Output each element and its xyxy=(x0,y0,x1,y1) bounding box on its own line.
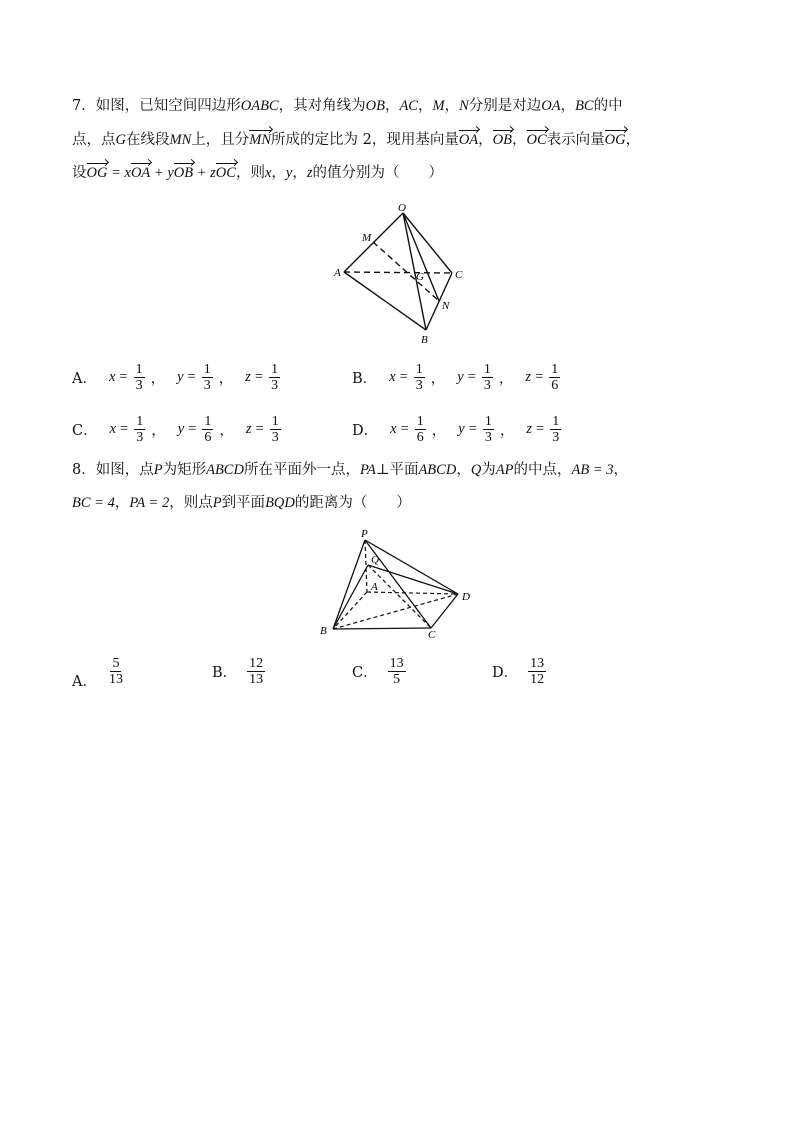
equals-sign: = xyxy=(188,421,197,437)
q7-line-2: 点，点G在线段MN上，且分MN所成的定比为 2，现用基向量OA，OB，OC表示向量OG， xyxy=(72,132,641,148)
fraction xyxy=(202,414,213,445)
fraction-numerator: 1 xyxy=(416,414,424,429)
fraction-denominator: 3 xyxy=(136,430,144,445)
fraction-numerator: 1 xyxy=(203,362,211,377)
fraction-numerator: 1 xyxy=(551,362,559,377)
fraction-numerator: 1 xyxy=(136,414,144,429)
comma: ， xyxy=(218,371,234,387)
q8-pyramid-figure xyxy=(315,522,485,642)
variable-y: y xyxy=(177,421,185,437)
q8-option-c[interactable] xyxy=(352,656,408,687)
comma: ， xyxy=(498,371,514,387)
q8-line-1: 8．如图，点P为矩形ABCD所在平面外一点，PA⊥平面ABCD，Q为AP的中点，AB = 3， xyxy=(72,462,629,478)
equals-sign: = xyxy=(468,421,477,437)
fraction xyxy=(415,414,426,445)
equals-sign: = xyxy=(187,369,196,385)
option-letter: D． xyxy=(492,665,519,681)
vector-mn: MN xyxy=(249,132,271,148)
equals-sign: = xyxy=(254,369,264,385)
fraction xyxy=(550,414,561,445)
fraction-denominator: 13 xyxy=(108,672,123,687)
fraction-denominator: 3 xyxy=(552,430,560,445)
label-G: G xyxy=(416,271,424,283)
vector-og: OG xyxy=(604,132,626,148)
label-A: A xyxy=(371,581,378,593)
label-N: N xyxy=(442,300,450,312)
option-letter: D． xyxy=(352,423,379,439)
fraction-denominator: 3 xyxy=(415,378,423,393)
variable-z: z xyxy=(245,421,252,437)
fraction xyxy=(134,362,145,393)
variable-x: x xyxy=(109,421,117,437)
fraction-numerator: 1 xyxy=(135,362,143,377)
fraction-denominator: 3 xyxy=(135,378,143,393)
equals-sign: = xyxy=(399,369,408,385)
fraction-denominator: 3 xyxy=(271,378,279,393)
fraction-denominator: 3 xyxy=(483,378,491,393)
q7-tetrahedron-figure xyxy=(330,200,480,350)
fraction-denominator: 3 xyxy=(203,378,211,393)
vector-oa: OA xyxy=(458,132,479,148)
fraction-numerator: 13 xyxy=(389,656,404,671)
fraction xyxy=(269,362,280,393)
q7-line-3: 设OG = xOA + yOB + zOC，则x，y，z的值分别为（ ） xyxy=(72,165,443,181)
variable-z: z xyxy=(526,421,533,437)
q8-option-a[interactable] xyxy=(72,656,127,690)
q7-line-1: 7．如图，已知空间四边形OABC，其对角线为OB，AC，M，N分别是对边OA，BC的中 xyxy=(72,98,623,114)
fraction xyxy=(528,656,546,687)
q8-option-b[interactable] xyxy=(212,656,267,687)
comma: ， xyxy=(219,423,234,439)
variable-z: z xyxy=(525,369,532,385)
fraction xyxy=(483,414,494,445)
label-B: B xyxy=(320,625,327,637)
fraction-numerator: 1 xyxy=(271,362,279,377)
q8-option-d[interactable] xyxy=(492,656,548,687)
label-O: O xyxy=(398,202,406,214)
fraction-denominator: 6 xyxy=(416,430,424,445)
option-letter: A． xyxy=(72,674,97,690)
q7-option-c[interactable] xyxy=(72,414,283,445)
fraction-denominator: 13 xyxy=(249,672,264,687)
q8-line-2: BC = 4，PA = 2，则点P到平面BQD的距离为（ ） xyxy=(72,495,411,511)
fraction-denominator: 5 xyxy=(393,672,401,687)
fraction xyxy=(270,414,281,445)
equals-sign: = xyxy=(467,369,476,385)
fraction xyxy=(549,362,560,393)
fraction xyxy=(414,362,425,393)
variable-x: x xyxy=(389,369,396,385)
equals-sign: = xyxy=(400,421,409,437)
fraction-denominator: 12 xyxy=(530,672,545,687)
fraction xyxy=(247,656,265,687)
q7-option-a[interactable] xyxy=(72,362,282,393)
fraction-numerator: 13 xyxy=(530,656,545,671)
fraction-numerator: 1 xyxy=(484,414,492,429)
option-letter: B． xyxy=(352,371,378,387)
q7-option-b[interactable] xyxy=(352,362,562,393)
equals-sign: = xyxy=(536,421,545,437)
fraction-numerator: 1 xyxy=(483,362,491,377)
comma: ， xyxy=(430,371,446,387)
label-Q: Q xyxy=(371,554,379,566)
label-C: C xyxy=(455,269,463,281)
label-C: C xyxy=(428,629,436,641)
variable-x: x xyxy=(390,421,397,437)
label-P: P xyxy=(361,528,368,540)
fraction-denominator: 6 xyxy=(204,430,212,445)
equals-sign: = xyxy=(120,421,129,437)
fraction-numerator: 1 xyxy=(271,414,279,429)
fraction-numerator: 1 xyxy=(415,362,423,377)
fraction xyxy=(107,656,125,687)
fraction-numerator: 1 xyxy=(552,414,560,429)
q7-option-d[interactable] xyxy=(352,414,563,445)
fraction xyxy=(482,362,493,393)
fraction xyxy=(134,414,145,445)
comma: ， xyxy=(151,423,166,439)
fraction-denominator: 3 xyxy=(271,430,279,445)
variable-y: y xyxy=(177,369,184,385)
option-letter: B． xyxy=(212,665,238,681)
fraction xyxy=(388,656,406,687)
comma: ， xyxy=(150,371,166,387)
fraction xyxy=(202,362,213,393)
option-letter: C． xyxy=(352,665,378,681)
label-B: B xyxy=(421,334,428,346)
label-M: M xyxy=(362,232,372,244)
fraction-numerator: 1 xyxy=(204,414,212,429)
option-letter: C． xyxy=(72,423,98,439)
comma: ， xyxy=(431,423,447,439)
label-D: D xyxy=(462,591,470,603)
fraction-denominator: 6 xyxy=(551,378,559,393)
fraction-numerator: 12 xyxy=(249,656,264,671)
label-A: A xyxy=(334,267,341,279)
variable-x: x xyxy=(108,369,116,385)
vector-ob: OB xyxy=(492,132,513,148)
equals-sign: = xyxy=(535,369,544,385)
variable-y: y xyxy=(457,369,464,385)
variable-z: z xyxy=(245,369,251,385)
fraction-numerator: 5 xyxy=(112,656,120,671)
equals-sign: = xyxy=(119,369,128,385)
fraction-denominator: 3 xyxy=(484,430,492,445)
option-letter: A． xyxy=(72,371,97,387)
variable-y: y xyxy=(458,421,465,437)
vector-oc: OC xyxy=(526,132,547,148)
comma: ， xyxy=(499,423,515,439)
equals-sign: = xyxy=(255,421,264,437)
